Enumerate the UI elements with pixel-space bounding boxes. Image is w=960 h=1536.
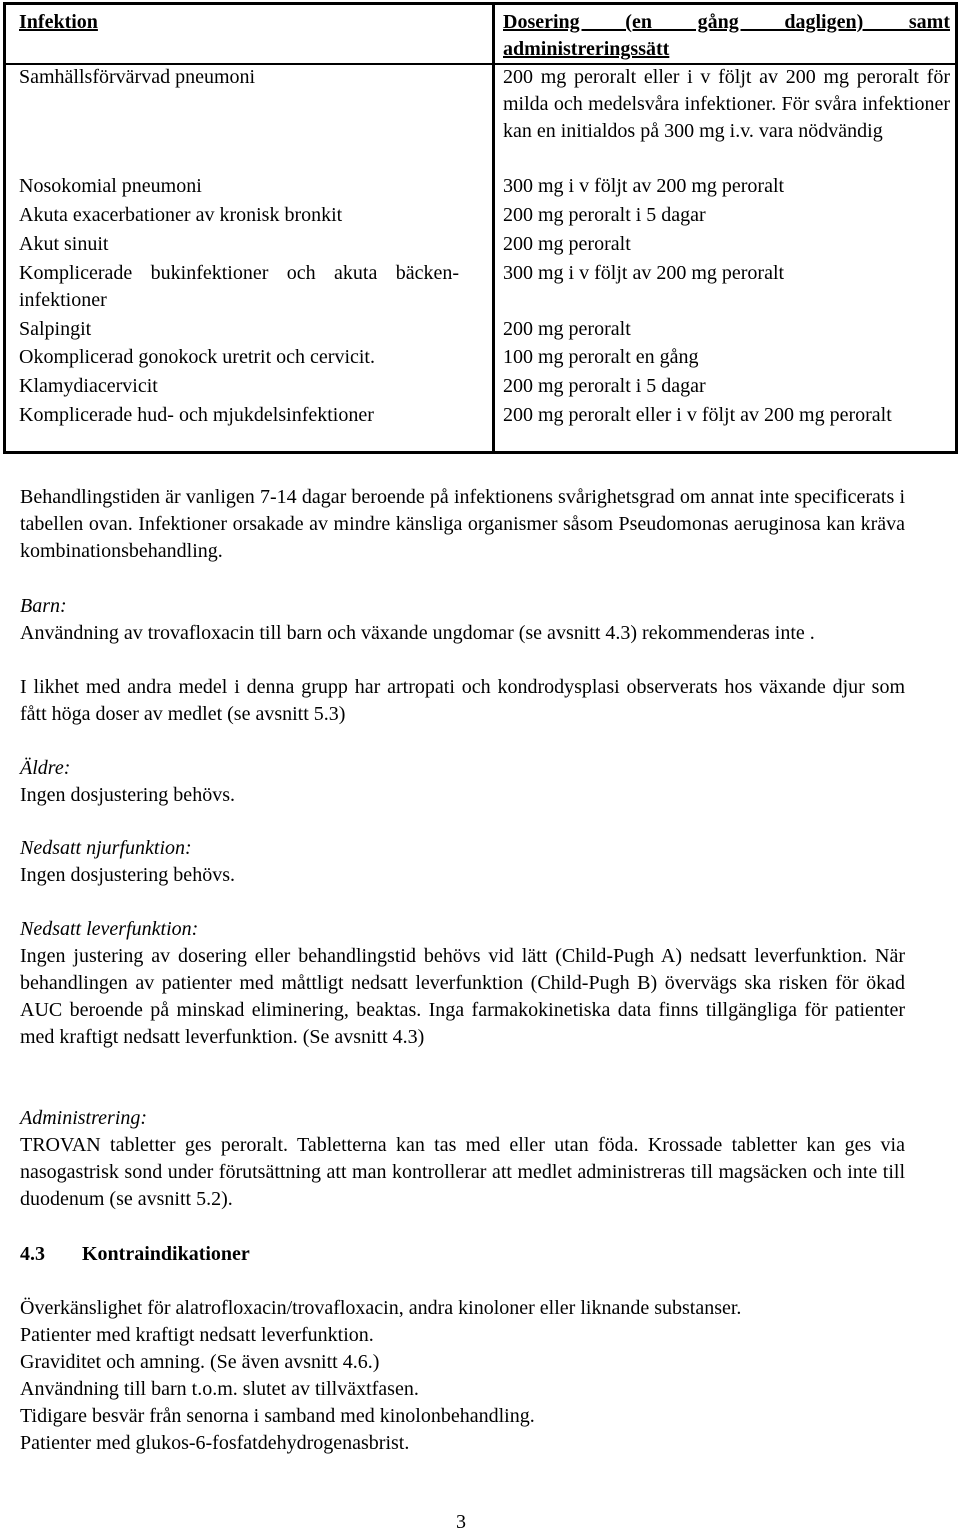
column-divider bbox=[492, 5, 495, 451]
table-row-dosing: 200 mg peroralt eller i v följt av 200 mg peroralt bbox=[503, 404, 892, 426]
list-item: Överkänslighet för alatrofloxacin/trovafloxacin, andra kinoloner eller liknande substanser. bbox=[20, 1297, 742, 1319]
table-row-infection: Klamydiacervicit bbox=[19, 375, 158, 397]
dosing-table bbox=[3, 2, 958, 454]
elderly-text: Ingen dosjustering behövs. bbox=[20, 784, 235, 806]
list-item: Patienter med glukos-6-fosfatdehydrogenasbrist. bbox=[20, 1432, 410, 1454]
hepatic-heading: Nedsatt leverfunktion: bbox=[20, 918, 199, 940]
section-title: Kontraindikationer bbox=[82, 1243, 250, 1265]
page-number: 3 bbox=[456, 1511, 466, 1533]
table-row-dosing: 300 mg i v följt av 200 mg peroralt bbox=[503, 262, 785, 284]
renal-heading: Nedsatt njurfunktion: bbox=[20, 837, 192, 859]
table-row-infection: Samhällsförvärvad pneumoni bbox=[19, 66, 256, 88]
elderly-heading: Äldre: bbox=[20, 757, 71, 779]
children-text-1: Användning av trovafloxacin till barn och växande ungdomar (se avsnitt 4.3) rekommenderas inte . bbox=[20, 622, 815, 644]
table-row-dosing: 200 mg peroralt i 5 dagar bbox=[503, 375, 706, 397]
administration-heading: Administrering: bbox=[20, 1107, 148, 1129]
renal-text: Ingen dosjustering behövs. bbox=[20, 864, 235, 886]
table-row-infection: Nosokomial pneumoni bbox=[19, 175, 202, 197]
header-infection: Infektion bbox=[19, 11, 98, 33]
table-row-dosing: 100 mg peroralt en gång bbox=[503, 346, 699, 368]
table-row-infection: Salpingit bbox=[19, 318, 92, 340]
table-row-dosing: 200 mg peroralt bbox=[503, 233, 631, 255]
table-row-dosing: 300 mg i v följt av 200 mg peroralt bbox=[503, 175, 785, 197]
list-item: Tidigare besvär från senorna i samband med kinolonbehandling. bbox=[20, 1405, 535, 1427]
table-row-dosing: 200 mg peroralt i 5 dagar bbox=[503, 204, 706, 226]
table-row-dosing: 200 mg peroralt eller i v följt av 200 mg peroralt för milda och medelsvåra infektioner. För svåra infektioner kan en initialdos på 300 mg i.v. vara nödvändig bbox=[503, 66, 950, 142]
children-text-2: I likhet med andra medel i denna grupp har artropati och kondrodysplasi observerats hos växande djur som fått höga doser av medlet (se avsnitt 5.3) bbox=[20, 676, 905, 725]
children-heading: Barn: bbox=[20, 595, 67, 617]
list-item: Patienter med kraftigt nedsatt leverfunktion. bbox=[20, 1324, 374, 1346]
hepatic-text: Ingen justering av dosering eller behandlingstid behövs vid lätt (Child-Pugh A) nedsatt leverfunktion. När behandlingen av patienter med måttligt nedsatt leverfunktion (Child-Pugh B) övervägs ska risken för ökad AUC beroende på minskad eliminering, beaktas. Inga farmakokinetiska data finns tillgängliga för patienter med kraftigt nedsatt leverfunktion. (Se avsnitt 4.3) bbox=[20, 945, 905, 1048]
administration-text: TROVAN tabletter ges peroralt. Tabletterna kan tas med eller utan föda. Krossade tabletter kan ges via nasogastrisk sond under förutsättning att man kontrollerar att medlet administreras till magsäcken och inte till duodenum (se avsnitt 5.2). bbox=[20, 1134, 905, 1210]
section-number: 4.3 bbox=[20, 1243, 45, 1265]
treatment-duration-paragraph: Behandlingstiden är vanligen 7-14 dagar beroende på infektionens svårighetsgrad om annat inte specificerats i tabellen ovan. Infektioner orsakade av mindre känsliga organismer såsom Pseudomonas aeruginosa kan kräva kombinationsbehandling. bbox=[20, 486, 905, 562]
table-row-dosing: 200 mg peroralt bbox=[503, 318, 631, 340]
table-row-infection: Okomplicerad gonokock uretrit och cervicit. bbox=[19, 346, 375, 368]
table-row-infection: Komplicerade bukinfektioner och akuta bäcken-infektioner bbox=[19, 262, 459, 311]
list-item: Graviditet och amning. (Se även avsnitt 4.6.) bbox=[20, 1351, 380, 1373]
table-row-infection: Akuta exacerbationer av kronisk bronkit bbox=[19, 204, 343, 226]
table-row-infection: Komplicerade hud- och mjukdelsinfektioner bbox=[19, 404, 374, 426]
list-item: Användning till barn t.o.m. slutet av tillväxtfasen. bbox=[20, 1378, 419, 1400]
section-heading bbox=[20, 1241, 250, 1268]
table-row-infection: Akut sinuit bbox=[19, 233, 109, 255]
header-dosing: Dosering (en gång dagligen) samt administreringssätt bbox=[503, 11, 950, 60]
